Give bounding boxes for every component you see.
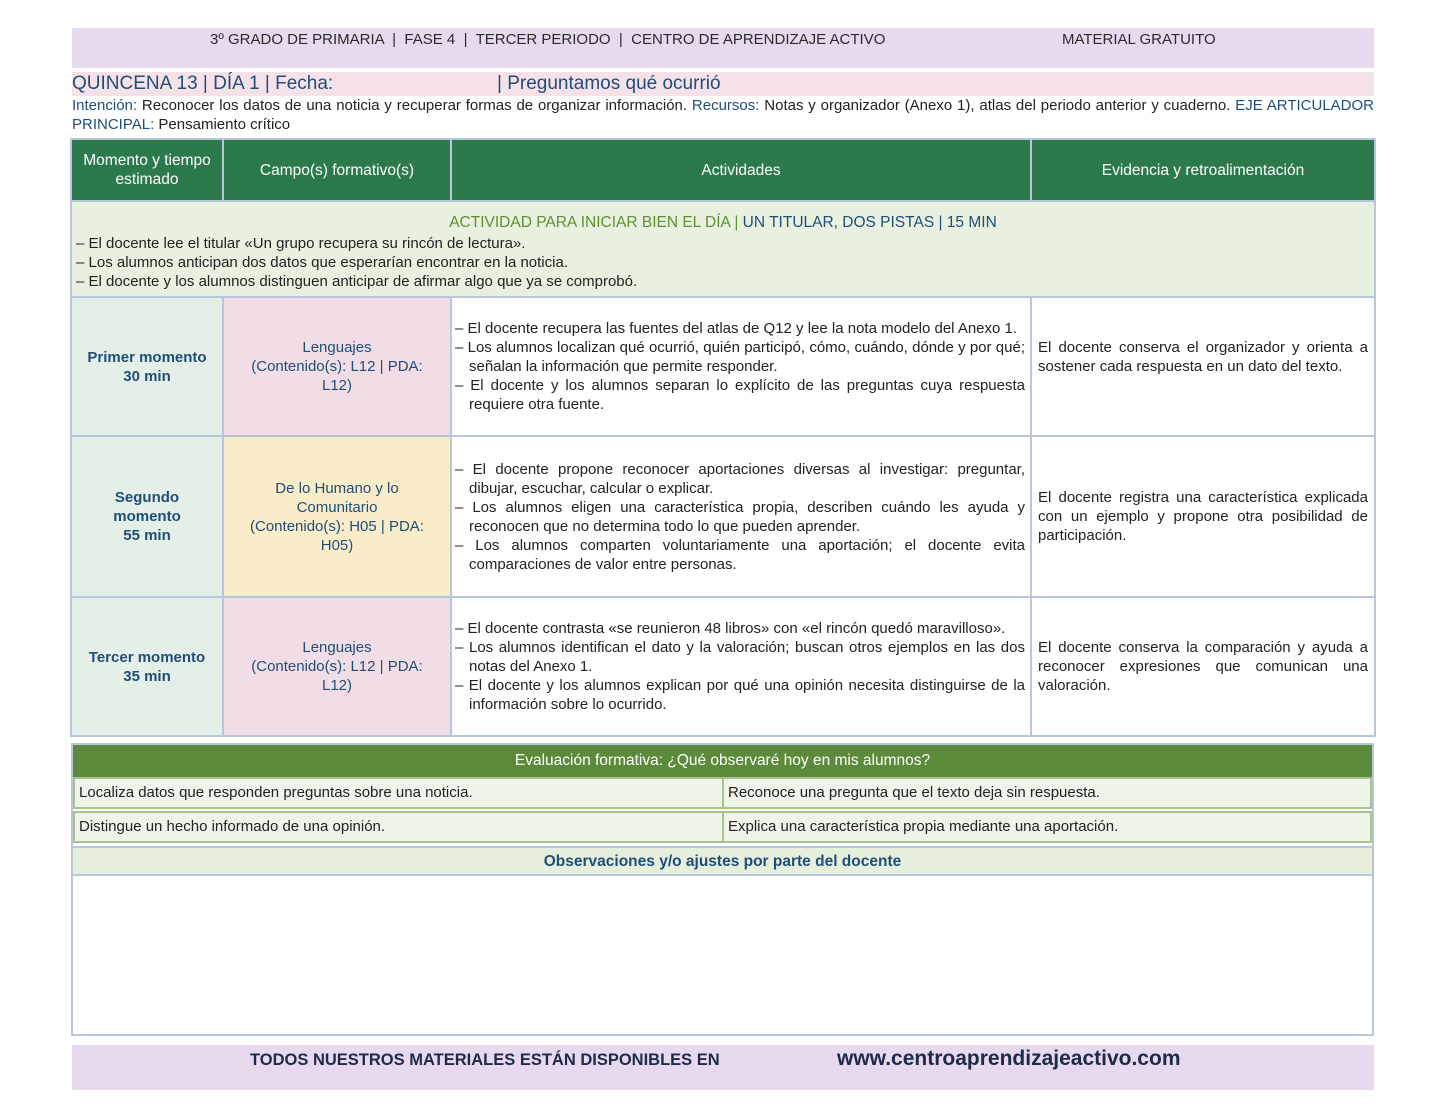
campo-detail: (Contenido(s): L12 | PDA: L12) xyxy=(251,358,423,394)
start-activity-label: ACTIVIDAD PARA INICIAR BIEN EL DÍA | xyxy=(449,213,739,231)
moment-cell xyxy=(71,597,223,736)
campo-detail: (Contenido(s): L12 | PDA: L12) xyxy=(251,658,423,694)
header-campo: Campo(s) formativo(s) xyxy=(223,139,451,201)
evaluation-title: Evaluación formativa: ¿Qué observaré hoy en mis alumnos? xyxy=(73,745,1372,777)
evaluation-item: Distingue un hecho informado de una opinión. xyxy=(73,811,724,843)
moment-time: 35 min xyxy=(123,667,171,685)
start-activity-title xyxy=(76,214,1370,232)
resources-text: Notas y organizador (Anexo 1), atlas del periodo anterior y cuaderno. xyxy=(764,97,1231,114)
footer-link[interactable]: www.centroaprendizajeactivo.com xyxy=(837,1047,1181,1070)
list-item: – El docente propone reconocer aportaciones diversas al investigar: preguntar, dibujar, escuchar, calcular o explicar. xyxy=(455,460,1025,497)
title-bar xyxy=(72,72,1374,96)
list-item: – El docente y los alumnos separan lo explícito de las preguntas cuya respuesta requiere otra fuente. xyxy=(455,377,1025,413)
evaluation-section xyxy=(71,743,1374,1036)
moment-name: Tercer momento xyxy=(88,648,206,666)
observations-title: Observaciones y/o ajustes por parte del docente xyxy=(73,846,1372,876)
list-item: – El docente recupera las fuentes del atlas de Q12 y lee la nota modelo del Anexo 1. xyxy=(455,320,1018,337)
evidence-cell: El docente conserva la comparación y ayuda a reconocer expresiones que comunican una valoración. xyxy=(1031,597,1375,736)
evaluation-item: Explica una característica propia mediante una aportación. xyxy=(722,811,1372,843)
moment-time: 55 min xyxy=(123,527,171,544)
campo-cell xyxy=(223,436,451,597)
footer xyxy=(72,1045,1374,1090)
moment-name: Primer momento xyxy=(87,348,207,366)
list-item: – El docente lee el titular «Un grupo recupera su rincón de lectura». xyxy=(76,234,526,252)
table-row xyxy=(71,597,1375,736)
campo-detail: (Contenido(s): H05 | PDA: H05) xyxy=(250,517,424,554)
plan-table xyxy=(70,138,1376,737)
moment-name: Segundo momento xyxy=(113,489,181,525)
campo-name: Lenguajes xyxy=(302,639,372,656)
activities-cell xyxy=(451,297,1031,436)
intent-label: Intención: xyxy=(72,97,138,114)
moment-time: 30 min xyxy=(123,367,171,385)
top-banner xyxy=(72,28,1374,68)
header-evidence: Evidencia y retroalimentación xyxy=(1031,139,1375,201)
campo-cell xyxy=(223,597,451,736)
table-row xyxy=(71,297,1375,436)
banner-free-material: MATERIAL GRATUITO xyxy=(1062,31,1216,48)
footer-text: TODOS NUESTROS MATERIALES ESTÁN DISPONIBLES EN xyxy=(250,1051,720,1069)
table-row xyxy=(71,436,1375,597)
evaluation-item: Reconoce una pregunta que el texto deja sin respuesta. xyxy=(722,777,1372,809)
header-activities: Actividades xyxy=(451,139,1031,201)
list-item: – Los alumnos anticipan dos datos que esperarían encontrar en la noticia. xyxy=(76,253,568,271)
list-item: – El docente y los alumnos distinguen anticipar de afirmar algo que ya se comprobó. xyxy=(76,272,638,290)
activities-cell xyxy=(451,436,1031,597)
session-title: QUINCENA 13 | DÍA 1 | Fecha: xyxy=(72,73,334,94)
list-item: – El docente y los alumnos explican por qué una opinión necesita distinguirse de la información sobre lo ocurrido. xyxy=(455,677,1025,713)
evaluation-item: Localiza datos que responden preguntas sobre una noticia. xyxy=(73,777,724,809)
axis-text: Pensamiento crítico xyxy=(158,116,291,133)
list-item: – Los alumnos identifican el dato y la valoración; buscan otros ejemplos en las dos notas del Anexo 1. xyxy=(455,639,1025,675)
evidence-cell: El docente registra una característica explicada con un ejemplo y propone otra posibilidad de participación. xyxy=(1031,436,1375,597)
list-item: – Los alumnos comparten voluntariamente una aportación; el docente evita comparaciones de valor entre personas. xyxy=(455,536,1025,573)
intent-paragraph xyxy=(72,96,1374,134)
activities-cell xyxy=(451,597,1031,736)
start-activity-list xyxy=(76,234,1370,291)
campo-name: De lo Humano y lo Comunitario xyxy=(275,479,399,516)
moment-cell xyxy=(71,297,223,436)
campo-name: Lenguajes xyxy=(302,339,372,356)
campo-cell xyxy=(223,297,451,436)
list-item: – Los alumnos eligen una característica propia, describen cuándo les ayuda y reconocen que no determina todo lo que pueden aprender. xyxy=(455,498,1025,535)
start-activity-cell xyxy=(71,201,1375,297)
resources-label: Recursos: xyxy=(691,97,760,114)
header-moment: Momento y tiempo estimado xyxy=(71,139,223,201)
start-activity-name: UN TITULAR, DOS PISTAS | 15 MIN xyxy=(742,213,997,231)
list-item: – El docente contrasta «se reunieron 48 libros» con «el rincón quedó maravilloso». xyxy=(455,620,1006,637)
moment-cell xyxy=(71,436,223,597)
list-item: – Los alumnos localizan qué ocurrió, quién participó, cómo, cuándo, dónde y por qué; señalan la información que permite responder. xyxy=(455,339,1025,375)
evidence-cell: El docente conserva el organizador y orienta a sostener cada respuesta en un dato del texto. xyxy=(1031,297,1375,436)
session-topic: | Preguntamos qué ocurrió xyxy=(497,73,721,94)
banner-grade-info: 3º GRADO DE PRIMARIA | FASE 4 | TERCER PERIODO | CENTRO DE APRENDIZAJE ACTIVO xyxy=(210,31,886,48)
observations-area[interactable] xyxy=(73,876,1372,1034)
axis-label: EJE ARTICULADOR PRINCIPAL: xyxy=(72,97,1375,133)
intent-text: Reconocer los datos de una noticia y recuperar formas de organizar información. xyxy=(141,97,688,114)
